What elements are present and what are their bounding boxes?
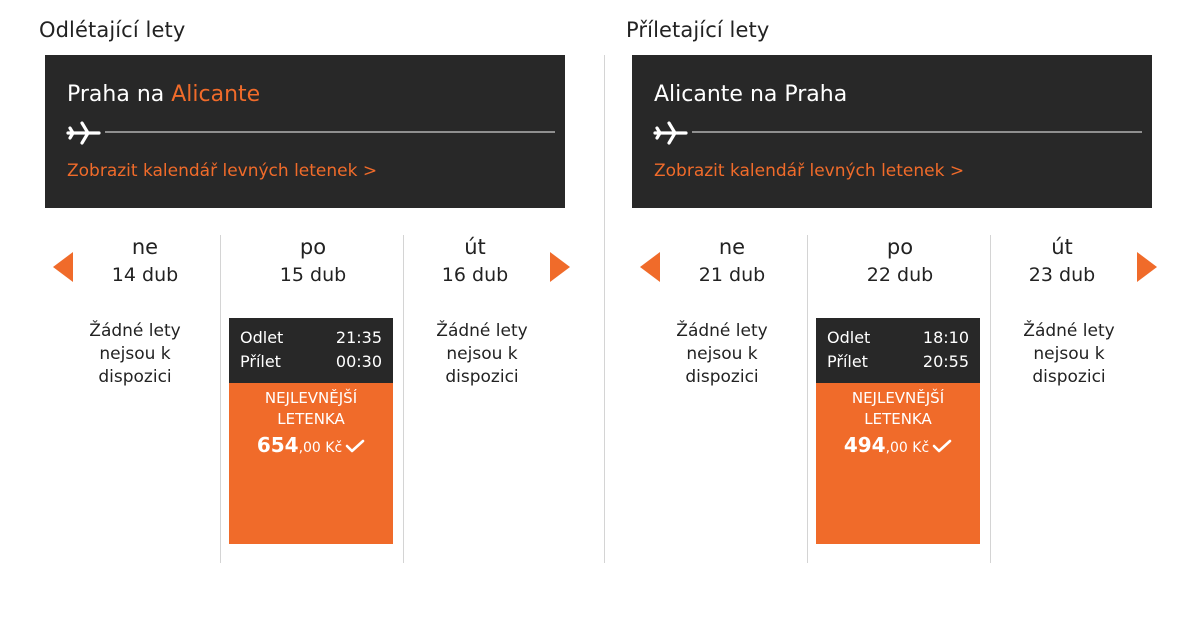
no-flights-line: nejsou k	[1033, 344, 1105, 364]
arrow-right-icon[interactable]	[1137, 252, 1157, 282]
price-main: 654	[256, 433, 299, 457]
return-date-strip	[632, 235, 1152, 563]
cheapest-label: NEJLEVNĚJŠÍ	[264, 389, 358, 407]
day-divider	[807, 235, 808, 563]
route-line	[105, 131, 555, 133]
outbound-route-title	[67, 82, 260, 107]
day-date: 23 dub	[1028, 264, 1096, 286]
fare-price	[816, 432, 980, 461]
outbound-section-title: Odlétající lety	[39, 18, 186, 42]
day-divider	[403, 235, 404, 563]
outbound-date-strip	[45, 235, 565, 563]
depart-label: Odlet	[240, 328, 284, 347]
route-destination: Alicante	[171, 82, 261, 107]
no-flights-line: nejsou k	[99, 344, 171, 364]
arrive-time: 00:30	[335, 352, 382, 371]
cheapest-label: LETENKA	[277, 410, 345, 428]
day-name: út	[1051, 235, 1073, 259]
arrive-label: Přílet	[240, 352, 281, 371]
no-flights-message	[999, 320, 1139, 389]
cheapest-fare-box	[229, 383, 393, 544]
flight-card[interactable]	[816, 318, 980, 544]
arrive-time: 20:55	[922, 352, 969, 371]
no-flights-line: nejsou k	[446, 344, 518, 364]
cheapest-label: NEJLEVNĚJŠÍ	[851, 389, 945, 407]
depart-label: Odlet	[827, 328, 871, 347]
arrive-label: Přílet	[827, 352, 868, 371]
return-route-title	[654, 82, 847, 107]
day-name: út	[464, 235, 486, 259]
cheap-fare-calendar-link[interactable]: Zobrazit kalendář levných letenek >	[67, 161, 378, 181]
price-decimal: ,00 Kč	[885, 440, 930, 456]
day-column[interactable]	[662, 235, 802, 288]
route-origin: Praha na	[67, 82, 172, 107]
day-divider	[990, 235, 991, 563]
no-flights-line: nejsou k	[686, 344, 758, 364]
day-column[interactable]	[405, 235, 545, 288]
day-date: 22 dub	[866, 264, 934, 286]
no-flights-message	[652, 320, 792, 389]
day-name: ne	[718, 235, 746, 259]
price-main: 494	[843, 433, 886, 457]
plane-icon	[653, 120, 689, 146]
return-route-box	[632, 55, 1152, 208]
no-flights-line: dispozici	[98, 367, 172, 387]
no-flights-line: Žádné lety	[676, 321, 768, 341]
no-flights-line: dispozici	[445, 367, 519, 387]
no-flights-line: Žádné lety	[1023, 321, 1115, 341]
day-name: po	[299, 235, 327, 259]
checkmark-icon	[932, 439, 952, 453]
no-flights-message	[412, 320, 552, 389]
flight-times	[816, 318, 980, 383]
arrow-right-icon[interactable]	[550, 252, 570, 282]
day-column[interactable]	[992, 235, 1132, 288]
no-flights-line: dispozici	[685, 367, 759, 387]
flight-card[interactable]	[229, 318, 393, 544]
route-origin: Alicante na Praha	[654, 82, 848, 107]
day-date: 21 dub	[698, 264, 766, 286]
fare-price	[229, 432, 393, 461]
outbound-flights-panel	[39, 0, 565, 633]
cheapest-fare-box	[816, 383, 980, 544]
arrow-left-icon[interactable]	[640, 252, 660, 282]
day-name: po	[886, 235, 914, 259]
day-divider	[220, 235, 221, 563]
no-flights-line: dispozici	[1032, 367, 1106, 387]
day-column-selected[interactable]	[810, 235, 990, 288]
day-date: 16 dub	[441, 264, 509, 286]
cheap-fare-calendar-link[interactable]: Zobrazit kalendář levných letenek >	[654, 161, 965, 181]
arrow-left-icon[interactable]	[53, 252, 73, 282]
outbound-route-box	[45, 55, 565, 208]
day-column[interactable]	[75, 235, 215, 288]
return-section-title: Příletající lety	[626, 18, 770, 42]
depart-time: 21:35	[335, 328, 382, 347]
plane-icon	[66, 120, 102, 146]
return-flights-panel	[626, 0, 1152, 633]
checkmark-icon	[345, 439, 365, 453]
day-date: 14 dub	[111, 264, 179, 286]
day-name: ne	[131, 235, 159, 259]
no-flights-line: Žádné lety	[436, 321, 528, 341]
cheapest-label: LETENKA	[864, 410, 932, 428]
day-date: 15 dub	[279, 264, 347, 286]
panel-divider	[604, 55, 605, 563]
price-decimal: ,00 Kč	[298, 440, 343, 456]
no-flights-line: Žádné lety	[89, 321, 181, 341]
route-line	[692, 131, 1142, 133]
day-column-selected[interactable]	[223, 235, 403, 288]
flight-times	[229, 318, 393, 383]
depart-time: 18:10	[922, 328, 969, 347]
no-flights-message	[65, 320, 205, 389]
